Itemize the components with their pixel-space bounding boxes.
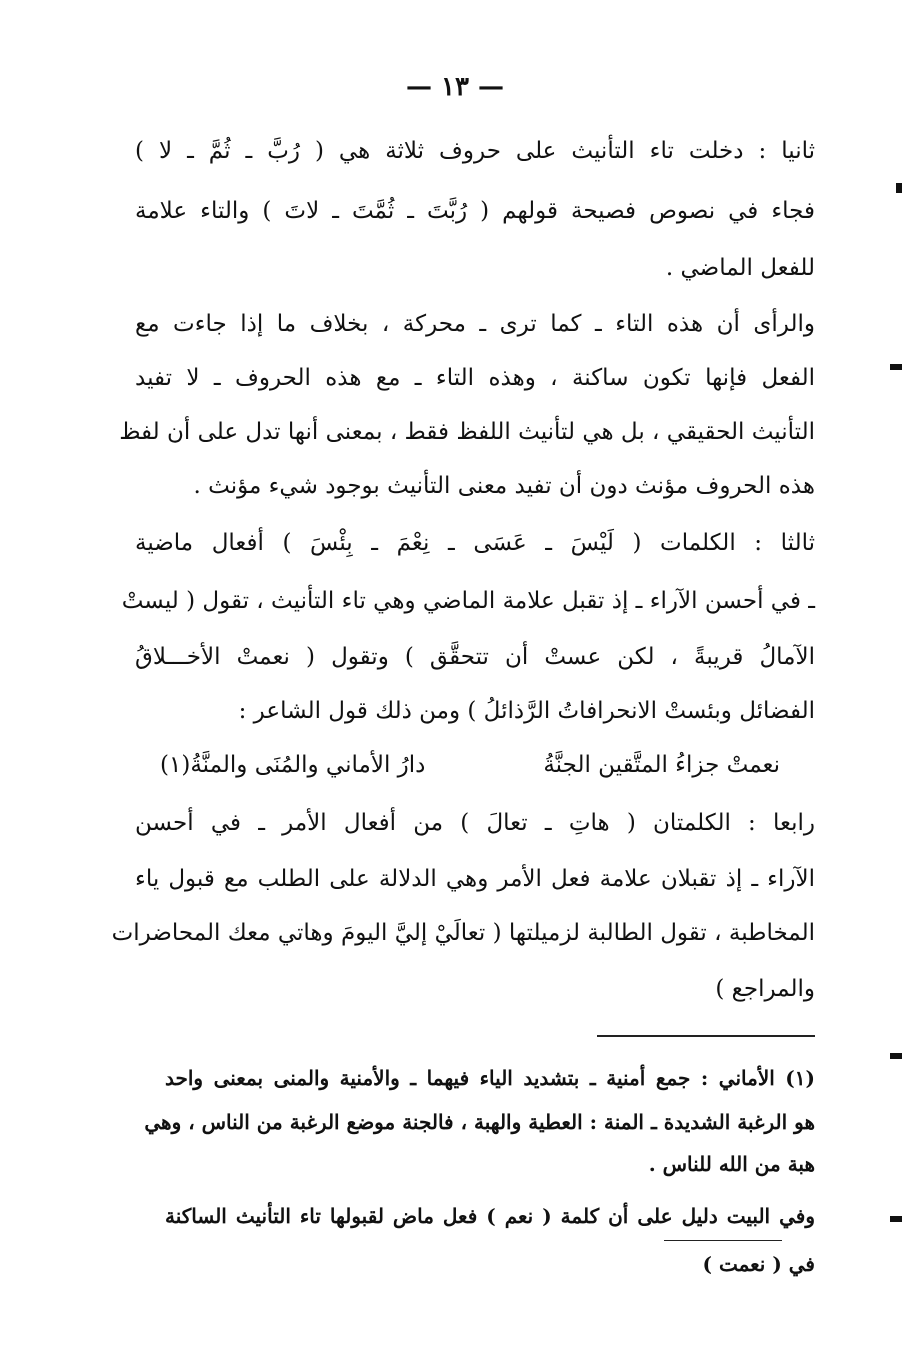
body-line: التأنيث الحقيقي ، بل هي لتأنيث اللفظ فقط ، بمعنى أنها تدل على أن لفظ [119, 419, 815, 445]
scan-mark [890, 1216, 902, 1222]
body-line: ثالثا : الكلمات ( لَيْسَ ـ عَسَى ـ نِعْمَ ـ بِئْسَ ) أفعال ماضية [135, 530, 815, 556]
scan-mark [890, 1053, 902, 1059]
body-line: والمراجع ) [715, 976, 815, 1002]
body-line: الآمالُ قريبةً ، لكن عستْ أن تتحقَّق ) وتقول ( نعمتْ الأخـــلاقُ [135, 644, 815, 670]
verse-first-hemistich: نعمتْ جزاءُ المتَّقين الجنَّةُ [543, 752, 780, 778]
body-line: المخاطبة ، تقول الطالبة لزميلتها ( تعالَيْ إليَّ اليومَ وهاتي معك المحاضرات [111, 920, 815, 946]
scan-mark [896, 183, 902, 193]
footnote-line: في ( نعمت ) [702, 1252, 815, 1276]
poem-verse [160, 752, 780, 778]
body-line: الفعل فإنها تكون ساكنة ، وهذه التاء ـ مع هذه الحروف ـ لا تفيد [135, 365, 815, 391]
body-line: ثانيا : دخلت تاء التأنيث على حروف ثلاثة هي ( رُبَّ ـ ثُمَّ ـ لا ) [135, 138, 815, 164]
footnote-line: هبة من الله للناس . [648, 1152, 815, 1176]
body-line: الآراء ـ إذ تقبلان علامة فعل الأمر وهي الدلالة على الطلب مع قبول ياء [135, 866, 815, 892]
footnote-line: هو الرغبة الشديدة ـ المنة : العطية والهبة ، فالجنة موضع الرغبة من الناس ، وهي [144, 1110, 815, 1134]
page-number: — ١٣ — [405, 72, 505, 102]
footnote-separator [597, 1035, 815, 1037]
body-line: للفعل الماضي . [665, 255, 815, 281]
footnote-line: (١) الأماني : جمع أمنية ـ بتشديد الياء فيهما ـ والأمنية والمنى بمعنى واحد [165, 1066, 815, 1090]
body-line: والرأى أن هذه التاء ـ كما ترى ـ محركة ، بخلاف ما إذا جاءت مع [135, 311, 815, 337]
underline-mark [664, 1240, 782, 1241]
footnote-line: وفي البيت دليل على أن كلمة ( نعم ) فعل ماض لقبولها تاء التأنيث الساكنة [165, 1204, 815, 1228]
body-line: فجاء في نصوص فصيحة قولهم ( رُبَّتَ ـ ثُمَّتَ ـ لاتَ ) والتاء علامة [135, 198, 815, 224]
body-line: هذه الحروف مؤنث دون أن تفيد معنى التأنيث بوجود شيء مؤنث . [193, 473, 815, 499]
body-line: الفضائل وبئستْ الانحرافاتُ الرَّذائلُ ) ومن ذلك قول الشاعر : [238, 698, 815, 724]
scan-mark [890, 364, 902, 370]
body-line: ـ في أحسن الآراء ـ إذ تقبل علامة الماضي وهي تاء التأنيث ، تقول ( ليستْ [121, 588, 815, 614]
verse-second-hemistich: دارُ الأماني والمُنَى والمنَّةُ(١) [160, 752, 426, 778]
body-line: رابعا : الكلمتان ( هاتِ ـ تعالَ ) من أفعال الأمر ـ في أحسن [135, 810, 815, 836]
